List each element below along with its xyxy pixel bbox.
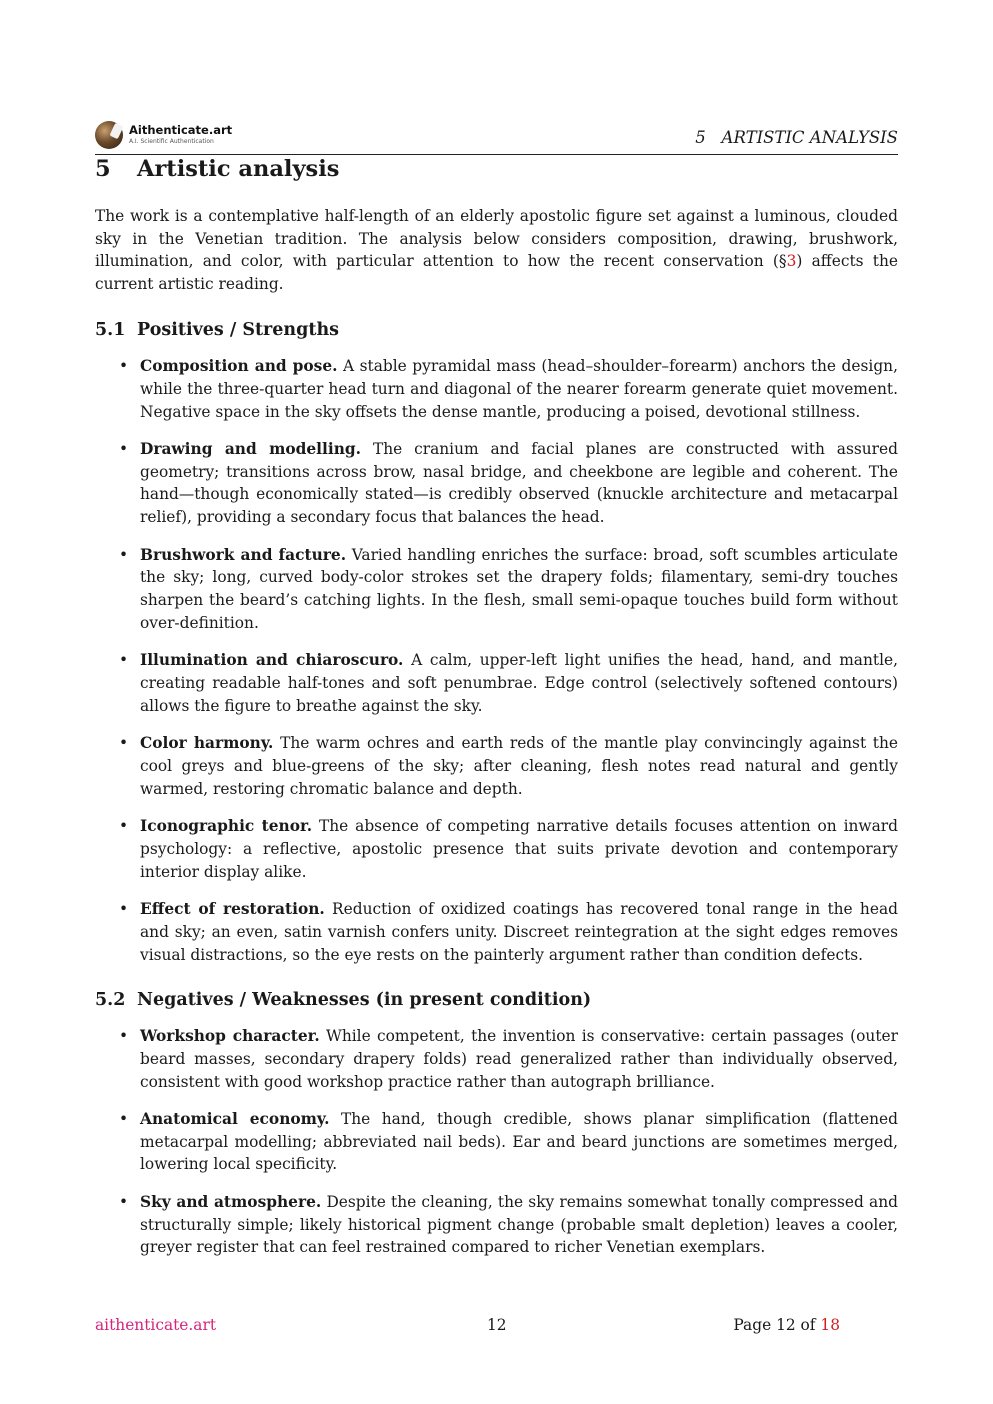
list-item: • Composition and pose. A stable pyramidal mass (head–shoulder–forearm) anchors the design, while the three-quarter head turn and diagonal of the nearer forearm generate quiet movement. Negative space in the sky offsets the dense mantle, producing a poised, devotional stillness.	[95, 355, 898, 423]
section-title: Artistic analysis	[137, 156, 340, 182]
subsection-heading-weaknesses: 5.2 Negatives / Weaknesses (in present condition)	[95, 990, 592, 1010]
strengths-list	[95, 355, 898, 981]
list-item: • Anatomical economy. The hand, though credible, shows planar simplification (flattened metacarpal modelling; abbreviated nail beds). Ear and beard junctions are sometimes merged, lowering local specificity.	[95, 1108, 898, 1176]
section-ref-link[interactable]: 3	[786, 252, 797, 271]
page-footer	[95, 1316, 840, 1338]
logo-name: Aithenticate.art	[129, 123, 233, 138]
logo-tagline: A.I. Scientific Authentication	[129, 137, 214, 145]
list-item: • Workshop character. While competent, the invention is conservative: certain passages (outer beard masses, secondary drapery folds) read generalized rather than individually observed, consistent with good workshop practice rather than autograph brilliance.	[95, 1025, 898, 1093]
section-heading	[95, 156, 339, 182]
subsection-heading-strengths: 5.1 Positives / Strengths	[95, 320, 340, 340]
list-item: • Iconographic tenor. The absence of competing narrative details focuses attention on inward psychology: a reflective, apostolic presence that suits private devotion and contemporary interior display alike.	[95, 815, 898, 883]
list-item: • Effect of restoration. Reduction of oxidized coatings has recovered tonal range in the head and sky; an even, satin varnish confers unity. Discreet reintegration at the sight edges removes visual distractions, so the eye rests on the painterly argument rather than condition defects.	[95, 898, 898, 966]
footer-total-link[interactable]: 18	[820, 1316, 840, 1334]
list-item: • Color harmony. The warm ochres and earth reds of the mantle play convincingly against the cool greys and blue-greens of the sky; after cleaning, flesh notes read natural and gently warmed, restoring chromatic balance and depth.	[95, 732, 898, 800]
footer-site-link[interactable]: aithenticate.art	[95, 1316, 217, 1334]
list-item: • Brushwork and facture. Varied handling enriches the surface: broad, soft scumbles articulate the sky; long, curved body-color strokes set the drapery folds; filamentary, semi-dry touches sharpen the beard’s catching lights. In the flesh, small semi-opaque touches build form without over-definition.	[95, 544, 898, 635]
weaknesses-list	[95, 1025, 898, 1274]
page-header	[95, 118, 898, 155]
footer-page-number: 12	[487, 1316, 507, 1334]
list-item: • Illumination and chiaroscuro. A calm, upper-left light unifies the head, hand, and mantle, creating readable half-tones and soft penumbrae. Edge control (selectively softened contours) allows the figure to breathe against the sky.	[95, 649, 898, 717]
section-number: 5	[95, 156, 111, 182]
logo-icon	[95, 121, 123, 149]
footer-page-count: Page 12 of 18	[733, 1316, 840, 1334]
logo[interactable]	[95, 120, 232, 150]
running-head: 5 ARTISTIC ANALYSIS	[695, 128, 898, 147]
list-item: • Sky and atmosphere. Despite the cleaning, the sky remains somewhat tonally compressed and structurally simple; likely historical pigment change (probable smalt depletion) leaves a cooler, greyer register that can feel restrained compared to richer Venetian exemplars.	[95, 1191, 898, 1259]
list-item: • Drawing and modelling. The cranium and facial planes are constructed with assured geometry; transitions across brow, nasal bridge, and cheekbone are legible and coherent. The hand—though economically stated—is credibly observed (knuckle architecture and metacarpal relief), providing a secondary focus that balances the head.	[95, 438, 898, 529]
section-intro: The work is a contemplative half-length of an elderly apostolic figure set against a luminous, clouded sky in the Venetian tradition. The analysis below considers composition, drawing, brushwork, illumination, and color, with particular attention to how the recent conservation (§3) affects the current artistic reading.	[95, 207, 898, 293]
